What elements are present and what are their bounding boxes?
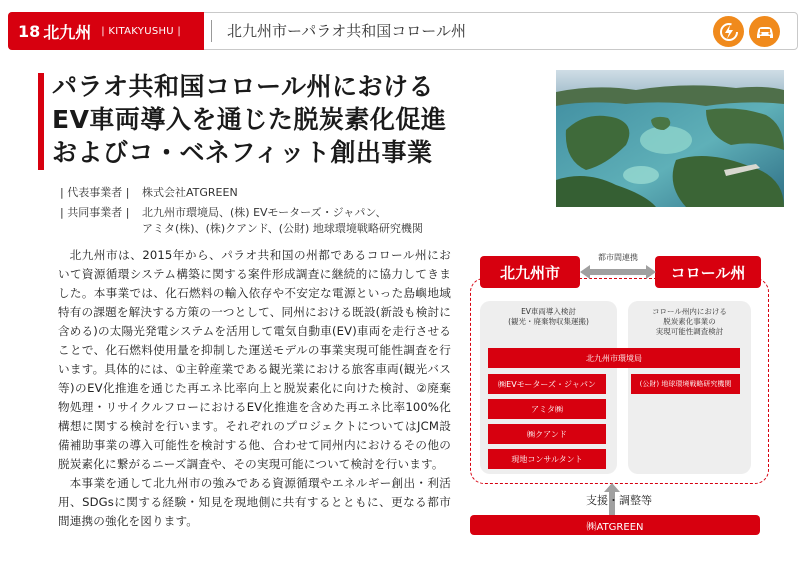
representative-row bbox=[60, 185, 480, 201]
article-title bbox=[52, 70, 446, 169]
support-label: 支援・調整等 bbox=[586, 494, 652, 507]
title-line: およびコ・ベネフィット創出事業 bbox=[52, 138, 433, 167]
right-heading-line: コロール州内における bbox=[652, 307, 727, 316]
title-accent-bar bbox=[38, 73, 44, 170]
link-label: 都市間連携 bbox=[598, 253, 638, 262]
partners-row bbox=[60, 205, 480, 237]
diagram-item-kitakyushu-env: 北九州市環境局 bbox=[488, 348, 740, 368]
representative-value: 株式会社ATGREEN bbox=[142, 186, 238, 199]
title-line: パラオ共和国コロール州における bbox=[52, 72, 435, 101]
right-column-heading bbox=[628, 307, 751, 337]
chapter-badge bbox=[8, 12, 204, 50]
diagram-item-local-consultant: 現地コンサルタント bbox=[488, 449, 606, 469]
chapter-city-roman: | KITAKYUSHU | bbox=[101, 25, 182, 37]
car-icon bbox=[749, 16, 780, 47]
left-heading-line: EV車両導入検討 bbox=[521, 307, 576, 316]
chapter-city: 北九州 bbox=[43, 22, 92, 42]
diagram-item-quando: ㈱クアンド bbox=[488, 424, 606, 444]
partners-line: アミタ(株)、(株)クアンド、(公財) 地球環境戦略研究機関 bbox=[142, 222, 423, 235]
recycle-energy-icon bbox=[713, 16, 744, 47]
diagram-item-iges: (公財) 地球環境戦略研究機関 bbox=[631, 374, 740, 394]
title-line: EV車両導入を通じた脱炭素化促進 bbox=[52, 105, 447, 134]
diagram-item-amita: アミタ㈱ bbox=[488, 399, 606, 419]
representative-label: | 代表事業者 | bbox=[60, 186, 130, 199]
right-heading-line: 実現可能性調査検討 bbox=[655, 327, 724, 336]
partners-line: 北九州市環境局、(株) EVモーターズ・ジャパン、 bbox=[142, 206, 387, 219]
header-subtitle: 北九州市ーパラオ共和国コロール州 bbox=[227, 22, 466, 40]
body-paragraph: 本事業を通して北九州市の強みである資源循環やエネルギー創出・利活用、SDGsに関する経験・知見を現地側に共有するとともに、更なる都市間連携の強化を図ります。 bbox=[58, 476, 451, 528]
body-paragraph: 北九州市は、2015年から、パラオ共和国の州都であるコロール州において資源循環システム構築に関する案件形成調査に継続的に協力してきました。本事業では、化石燃料の輸入依存や不安定な電源といった島嶼地域特有の課題を解決する方策の一つとして、同州における既設(新設も検討に含める)の太陽光発電システムを活用して電気自動車(EV)車両を走行させることで、化石燃料使用量を抑制した運送モデルの事業実現可能性調査を行います。具体的には、①主幹産業である観光業における旅客車両(観光バス等)のEV化推進を通じた再エネ比率向上と脱炭素化に向けた検討、②廃棄物処理・リサイクルフローにおけるEV化推進を含めた再エネ比率100%化構想に関する検討を行います。それぞれのプロジェクトについてはJCM設備補助事業の導入可能性を検討する他、合わせて同州内におけるその他の脱炭素化に繋がるニーズ調査や、その実現可能について検討を行います。 bbox=[58, 248, 451, 471]
left-column-heading bbox=[480, 307, 617, 327]
partners-label: | 共同事業者 | bbox=[60, 206, 130, 219]
page-header bbox=[8, 12, 798, 50]
right-heading-line: 脱炭素化事業の bbox=[663, 317, 716, 326]
left-heading-line: (観光・廃棄物収集運搬) bbox=[508, 317, 589, 326]
two-way-arrow-icon bbox=[580, 262, 656, 282]
aerial-photo bbox=[556, 70, 784, 207]
diagram-city-koror: コロール州 bbox=[655, 256, 761, 288]
header-divider bbox=[211, 20, 212, 42]
chapter-number: 18 bbox=[18, 21, 41, 41]
article-body bbox=[58, 246, 451, 531]
diagram-item-ev-motors: ㈱EVモーターズ・ジャパン bbox=[488, 374, 606, 394]
diagram-lead-company: ㈱ATGREEN bbox=[470, 515, 760, 535]
diagram-city-kitakyushu: 北九州市 bbox=[480, 256, 580, 288]
